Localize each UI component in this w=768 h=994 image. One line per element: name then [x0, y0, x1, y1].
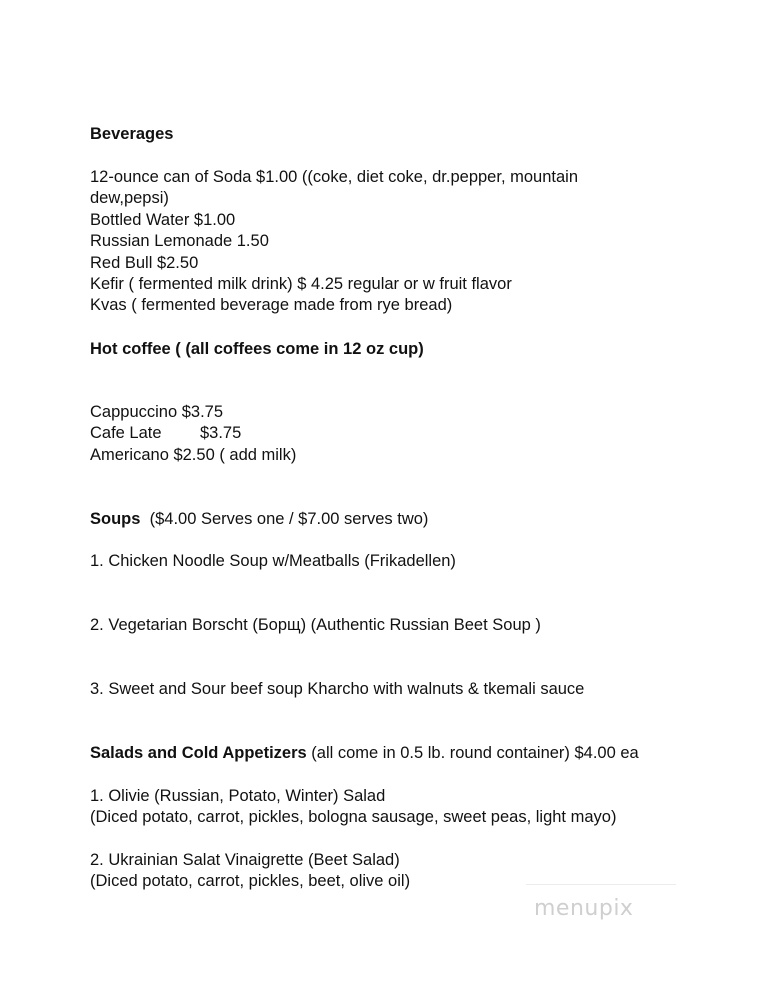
coffee-item-americano	[90, 445, 296, 467]
beverage-item-lemonade: Russian Lemonade 1.50	[90, 232, 269, 250]
salad-item-vinaigrette: 2. Ukrainian Salat Vinaigrette (Beet Salad)	[90, 851, 400, 869]
soups-note: ($4.00 Serves one / $7.00 serves two)	[149, 510, 429, 528]
salads-heading: Salads and Cold Appetizers	[90, 744, 307, 762]
beverages-heading: Beverages	[90, 125, 174, 143]
salads-heading-line	[90, 743, 639, 765]
beverage-item-kefir: Kefir ( fermented milk drink) $ 4.25 regular or w fruit flavor	[90, 275, 512, 293]
soups-heading: Soups	[90, 510, 141, 528]
salad-item-olivie: 1. Olivie (Russian, Potato, Winter) Salad	[90, 787, 386, 805]
beverage-item-soda-cont: dew,pepsi)	[90, 189, 169, 207]
soups-heading-line	[90, 509, 428, 531]
salad-item-vinaigrette-desc: (Diced potato, carrot, pickles, beet, olive oil)	[90, 872, 411, 890]
coffee-item-name: Cappuccino $3.75	[90, 403, 224, 421]
beverage-item-redbull: Red Bull $2.50	[90, 254, 199, 272]
watermark-rule	[526, 884, 676, 885]
soup-item-kharcho: 3. Sweet and Sour beef soup Kharcho with walnuts & tkemali sauce	[90, 680, 585, 698]
soup-item-borscht: 2. Vegetarian Borscht (Борщ) (Authentic Russian Beet Soup )	[90, 616, 541, 634]
beverage-item-water: Bottled Water $1.00	[90, 211, 236, 229]
coffee-item-name: Cafe Late	[90, 424, 162, 442]
coffee-item-cappuccino	[90, 402, 223, 424]
menupix-watermark: menupix	[534, 896, 634, 921]
salads-note: (all come in 0.5 lb. round container) $4.00 ea	[311, 744, 639, 762]
coffee-item-cafe-late	[90, 423, 241, 445]
salad-item-olivie-desc: (Diced potato, carrot, pickles, bologna sausage, sweet peas, light mayo)	[90, 808, 617, 826]
coffee-item-price: $3.75	[200, 424, 242, 442]
beverage-item-soda: 12-ounce can of Soda $1.00 ((coke, diet coke, dr.pepper, mountain	[90, 168, 578, 186]
hot-coffee-heading: Hot coffee ( (all coffees come in 12 oz cup)	[90, 340, 424, 358]
soup-item-chicken-noodle: 1. Chicken Noodle Soup w/Meatballs (Frikadellen)	[90, 552, 456, 570]
coffee-item-name: Americano $2.50 ( add milk)	[90, 446, 297, 464]
beverage-item-kvas: Kvas ( fermented beverage made from rye bread)	[90, 296, 453, 314]
